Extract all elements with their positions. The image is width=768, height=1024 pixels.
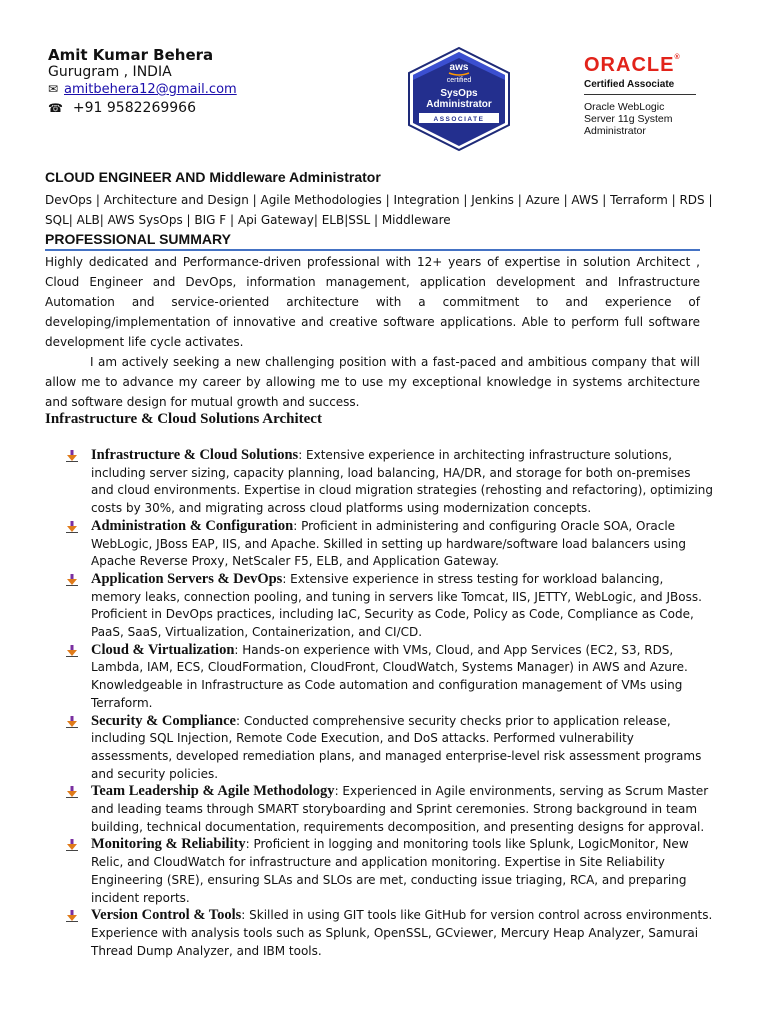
bullet-text: : Experienced in Agile environments, serving as Scrum Master and leading teams through SMART storyboarding and Sprint ceremonies. Strong background in team building, technical documentation, requirements decomposition, and presenting designs for approval. bbox=[91, 784, 709, 834]
bullet-text: : Proficient in logging and monitoring tools like Splunk, LogicMonitor, New Relic, and CloudWatch for infrastructure and application monitoring. Expertise in Site Reliability Engineering (SRE), ensuring SLAs and SLOs are met, conducting issue triaging, RCA, and preparing incident reports. bbox=[91, 837, 689, 905]
list-item bbox=[66, 447, 716, 518]
list-item bbox=[66, 907, 716, 960]
oracle-product-line-1: Oracle WebLogic bbox=[584, 101, 665, 113]
skills-list: DevOps | Architecture and Design | Agile Methodologies | Integration | Jenkins | Azure | AWS | Terraform | RDS | SQL| ALB| AWS SysOps | BIG F | Api Gateway| ELB|SSL | Middleware bbox=[45, 193, 713, 227]
bullet-text: : Proficient in administering and configuring Oracle SOA, Oracle WebLogic, JBoss EAP, IIS, and Apache. Skilled in setting up hardware/software load balancers using Apache Reverse Proxy, NetScaler F5, ELB, and Application Gateway. bbox=[91, 518, 686, 569]
arrow-down-bullet-icon bbox=[66, 521, 78, 533]
bullet-text: : Extensive experience in architecting infrastructure solutions, including server sizing, capacity planning, load balancing, HA/DR, and storage for both on-premises and cloud environments. Expertise in cloud migration strategies (rehosting and refactoring), optimizing costs by 30%, and migrating across cloud platforms using modernization concepts. bbox=[91, 448, 713, 516]
oracle-product-line-2: Server 11g System bbox=[584, 113, 673, 125]
bullet-title: Security & Compliance bbox=[91, 712, 236, 729]
arrow-down-bullet-icon bbox=[66, 910, 78, 922]
bullet-title: Administration & Configuration bbox=[91, 517, 294, 534]
phone-line bbox=[48, 100, 196, 116]
list-item bbox=[66, 642, 716, 713]
bullet-title: Team Leadership & Agile Methodology bbox=[91, 783, 335, 800]
list-item bbox=[66, 836, 716, 907]
list-item bbox=[66, 783, 716, 836]
arrow-down-bullet-icon bbox=[66, 645, 78, 657]
summary-paragraph: Highly dedicated and Performance-driven professional with 12+ years of expertise in solution Architect , Cloud Engineer and DevOps, information management, application development and Infrastructure Automation and service-oriented architecture with a commitment to and experience of developing/implementation of innovative and creative software applications. Able to perform full software development life cycle activates. bbox=[45, 255, 700, 349]
summary-body bbox=[45, 252, 700, 412]
aws-cert-line1: SysOps bbox=[440, 88, 478, 99]
aws-brand-text: aws bbox=[449, 62, 469, 73]
bullet-title: Application Servers & DevOps bbox=[91, 570, 283, 587]
aws-certification-badge bbox=[405, 46, 513, 152]
summary-divider bbox=[45, 249, 700, 251]
bullet-title: Version Control & Tools bbox=[91, 907, 242, 924]
aws-cert-line2: Administrator bbox=[426, 99, 492, 110]
oracle-product-line-3: Administrator bbox=[584, 125, 646, 137]
phone-number: +91 9582269966 bbox=[72, 100, 196, 116]
summary-paragraph: I am actively seeking a new challenging position with a fast-paced and ambitious company that will allow me to advance my career by allowing me to use my exceptional knowledge in systems architecture and software design for mutual growth and success. bbox=[45, 355, 700, 409]
list-item bbox=[66, 571, 716, 642]
oracle-certification-badge bbox=[584, 54, 704, 137]
bullet-text: : Conducted comprehensive security checks prior to application release, including SQL Injection, Remote Code Execution, and DoS attacks. Performed vulnerability assessments, developed remediation plans, and managed enterprise-level risk assessment programs and security policies. bbox=[91, 713, 702, 781]
experience-bullets bbox=[66, 447, 716, 960]
section-heading: Infrastructure & Cloud Solutions Architect bbox=[45, 411, 322, 427]
envelope-icon: ✉ bbox=[48, 82, 59, 96]
oracle-divider bbox=[584, 94, 696, 95]
list-item bbox=[66, 713, 716, 784]
arrow-down-bullet-icon bbox=[66, 786, 78, 798]
oracle-logo: ORACLE® bbox=[584, 54, 681, 76]
phone-icon: ☎ bbox=[48, 101, 63, 115]
candidate-name: Amit Kumar Behera bbox=[48, 46, 214, 64]
summary-heading: PROFESSIONAL SUMMARY bbox=[45, 231, 231, 247]
bullet-text: : Extensive experience in stress testing for workload balancing, memory leaks, connection pooling, and tuning in servers like Tomcat, IIS, JETTY, WebLogic, and JBoss. Proficient in DevOps practices, including IaC, Security as Code, Policy as Code, Compliance as Code, PaaS, SaaS, Virtualization, Containerization, and CI/CD. bbox=[91, 571, 702, 640]
oracle-cert-level: Certified Associate bbox=[584, 79, 675, 90]
bullet-text: : Skilled in using GIT tools like GitHub for version control across environments. Experience with analysis tools such as Splunk, OpenSSL, GCviewer, Mercury Heap Analyzer, Samurai Thread Dump Analyzer, and IBM tools. bbox=[91, 908, 713, 958]
list-item bbox=[66, 518, 716, 571]
arrow-down-bullet-icon bbox=[66, 574, 78, 586]
arrow-down-bullet-icon bbox=[66, 450, 78, 462]
bullet-title: Cloud & Virtualization bbox=[91, 641, 235, 658]
aws-certified-text: certified bbox=[446, 77, 472, 84]
bullet-title: Infrastructure & Cloud Solutions bbox=[91, 447, 299, 463]
arrow-down-bullet-icon bbox=[66, 839, 78, 851]
email-link[interactable]: amitbehera12@gmail.com bbox=[64, 82, 237, 97]
job-title: CLOUD ENGINEER AND Middleware Administrator bbox=[45, 169, 381, 185]
aws-cert-level: ASSOCIATE bbox=[433, 116, 485, 123]
bullet-text: : Hands-on experience with VMs, Cloud, and App Services (EC2, S3, RDS, Lambda, IAM, ECS, CloudFormation, CloudFront, CloudWatch, Systems Manager) in AWS and Azure. Knowledgeable in Infrastructure as Code automation and configuration management of VMs using Terraform. bbox=[91, 642, 688, 710]
arrow-down-bullet-icon bbox=[66, 716, 78, 728]
bullet-title: Monitoring & Reliability bbox=[91, 836, 246, 853]
email-line bbox=[48, 82, 237, 97]
candidate-location: Gurugram , INDIA bbox=[48, 64, 172, 80]
